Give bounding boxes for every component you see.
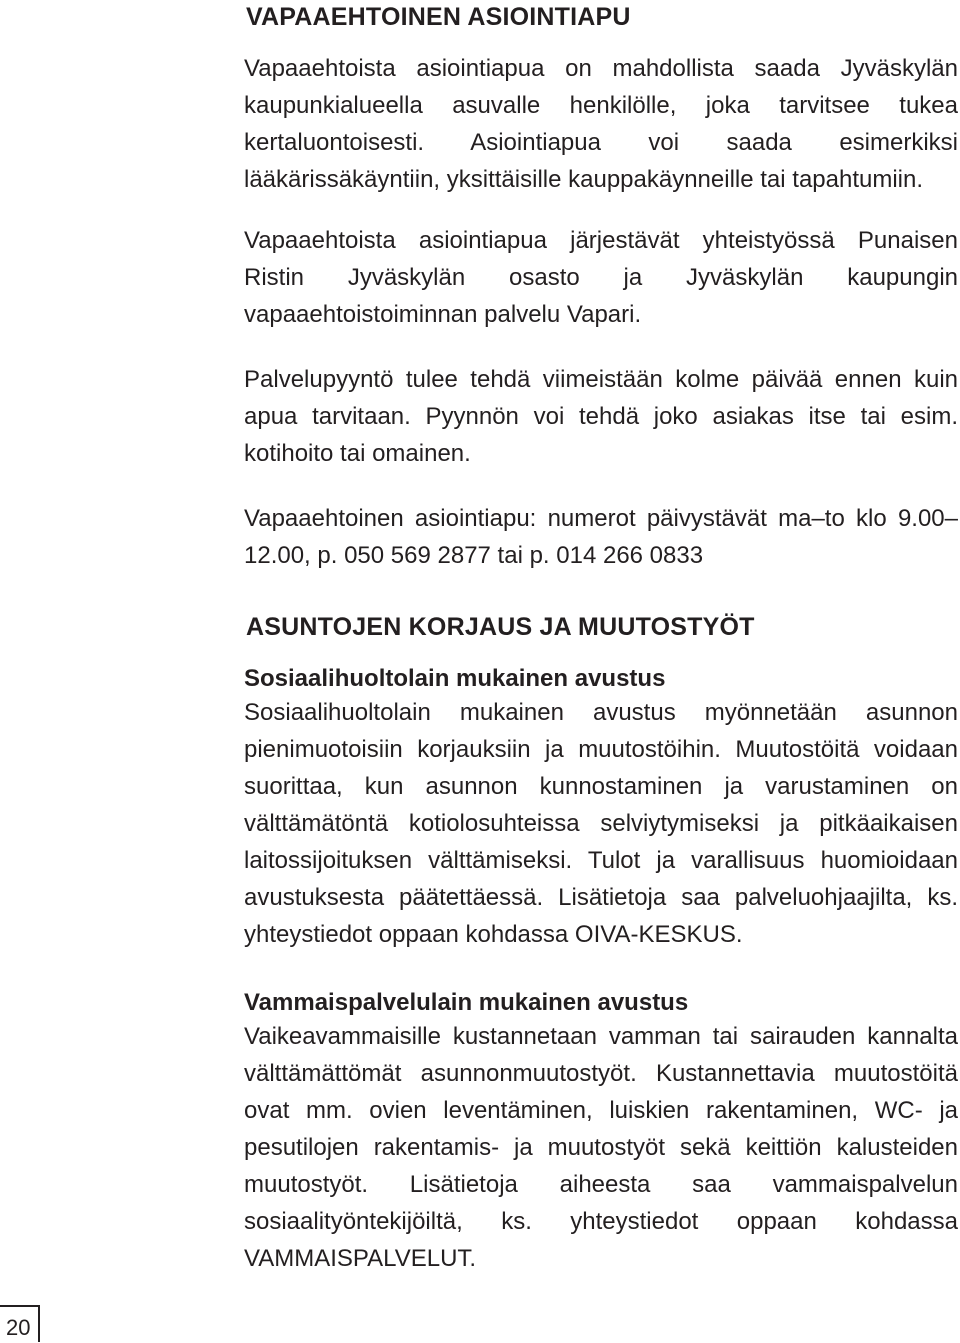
paragraph-text: Vapaaehtoinen asiointiapu: numerot päivystävät ma–to klo 9.00–12.00, p. 050 569 2877 tai p. 014 266 0833 bbox=[244, 505, 958, 569]
subsection-vammaispalvelu bbox=[244, 988, 958, 1277]
paragraph-text: Palvelupyyntö tulee tehdä viimeistään kolme päivää ennen kuin apua tarvitaan. Pyynnön voi tehdä joko asiakas itse tai esim. kotihoito tai omainen. bbox=[244, 366, 958, 467]
section-title-asiointiapu: VAPAAEHTOINEN ASIOINTIAPU bbox=[246, 3, 631, 31]
section-title-korjaus: ASUNTOJEN KORJAUS JA MUUTOSTYÖT bbox=[246, 613, 755, 641]
paragraph-intro bbox=[244, 50, 958, 198]
paragraph-text: Vapaaehtoista asiointiapua on mahdollista saada Jyväskylän kaupunkialueella asuvalle henkilölle, joka tarvitsee tukea kertaluontoisesti. Asiointiapua voi saada esimerkiksi lääkärissäkäyntiin, yksittäisille kauppakäynneille tai tapahtumiin. bbox=[244, 55, 958, 193]
paragraph-request bbox=[244, 361, 958, 472]
subsection-title: Vammaispalvelulain mukainen avustus bbox=[244, 989, 689, 1016]
paragraph-contact bbox=[244, 500, 958, 574]
page-number: 20 bbox=[0, 1305, 40, 1342]
subsection-sosiaalihuolto bbox=[244, 664, 958, 953]
paragraph-text: Vapaaehtoista asiointiapua järjestävät yhteistyössä Punaisen Ristin Jyväskylän osasto ja Jyväskylän kaupungin vapaaehtoistoiminnan palvelu Vapari. bbox=[244, 227, 958, 328]
subsection-title: Sosiaalihuoltolain mukainen avustus bbox=[244, 665, 666, 692]
paragraph-organizers bbox=[244, 222, 958, 333]
subsection-text: Vaikeavammaisille kustannetaan vamman tai sairauden kannalta välttämättömät asunnonmuutostyöt. Kustannettavia muutostöitä ovat mm. ovien leventäminen, luiskien rakentaminen, WC- ja pesutilojen rakentamis- ja muutostyöt sekä keittiön kalusteiden muutostyöt. Lisätietoja aiheesta saa vammaispalvelun sosiaalityöntekijöiltä, ks. yhteystiedot oppaan kohdassa VAMMAISPALVELUT. bbox=[244, 1023, 958, 1272]
subsection-text: Sosiaalihuoltolain mukainen avustus myönnetään asunnon pienimuotoisiin korjauksiin ja muutostöihin. Muutostöitä voidaan suorittaa, kun asunnon kunnostaminen ja varustaminen on välttämätöntä kotiolosuhteissa selviytymiseksi ja pitkäaikaisen laitossijoituksen välttämiseksi. Tulot ja varallisuus huomioidaan avustuksesta päätettäessä. Lisätietoja saa palveluohjaajilta, ks. yhteystiedot oppaan kohdassa OIVA-KESKUS. bbox=[244, 699, 958, 948]
